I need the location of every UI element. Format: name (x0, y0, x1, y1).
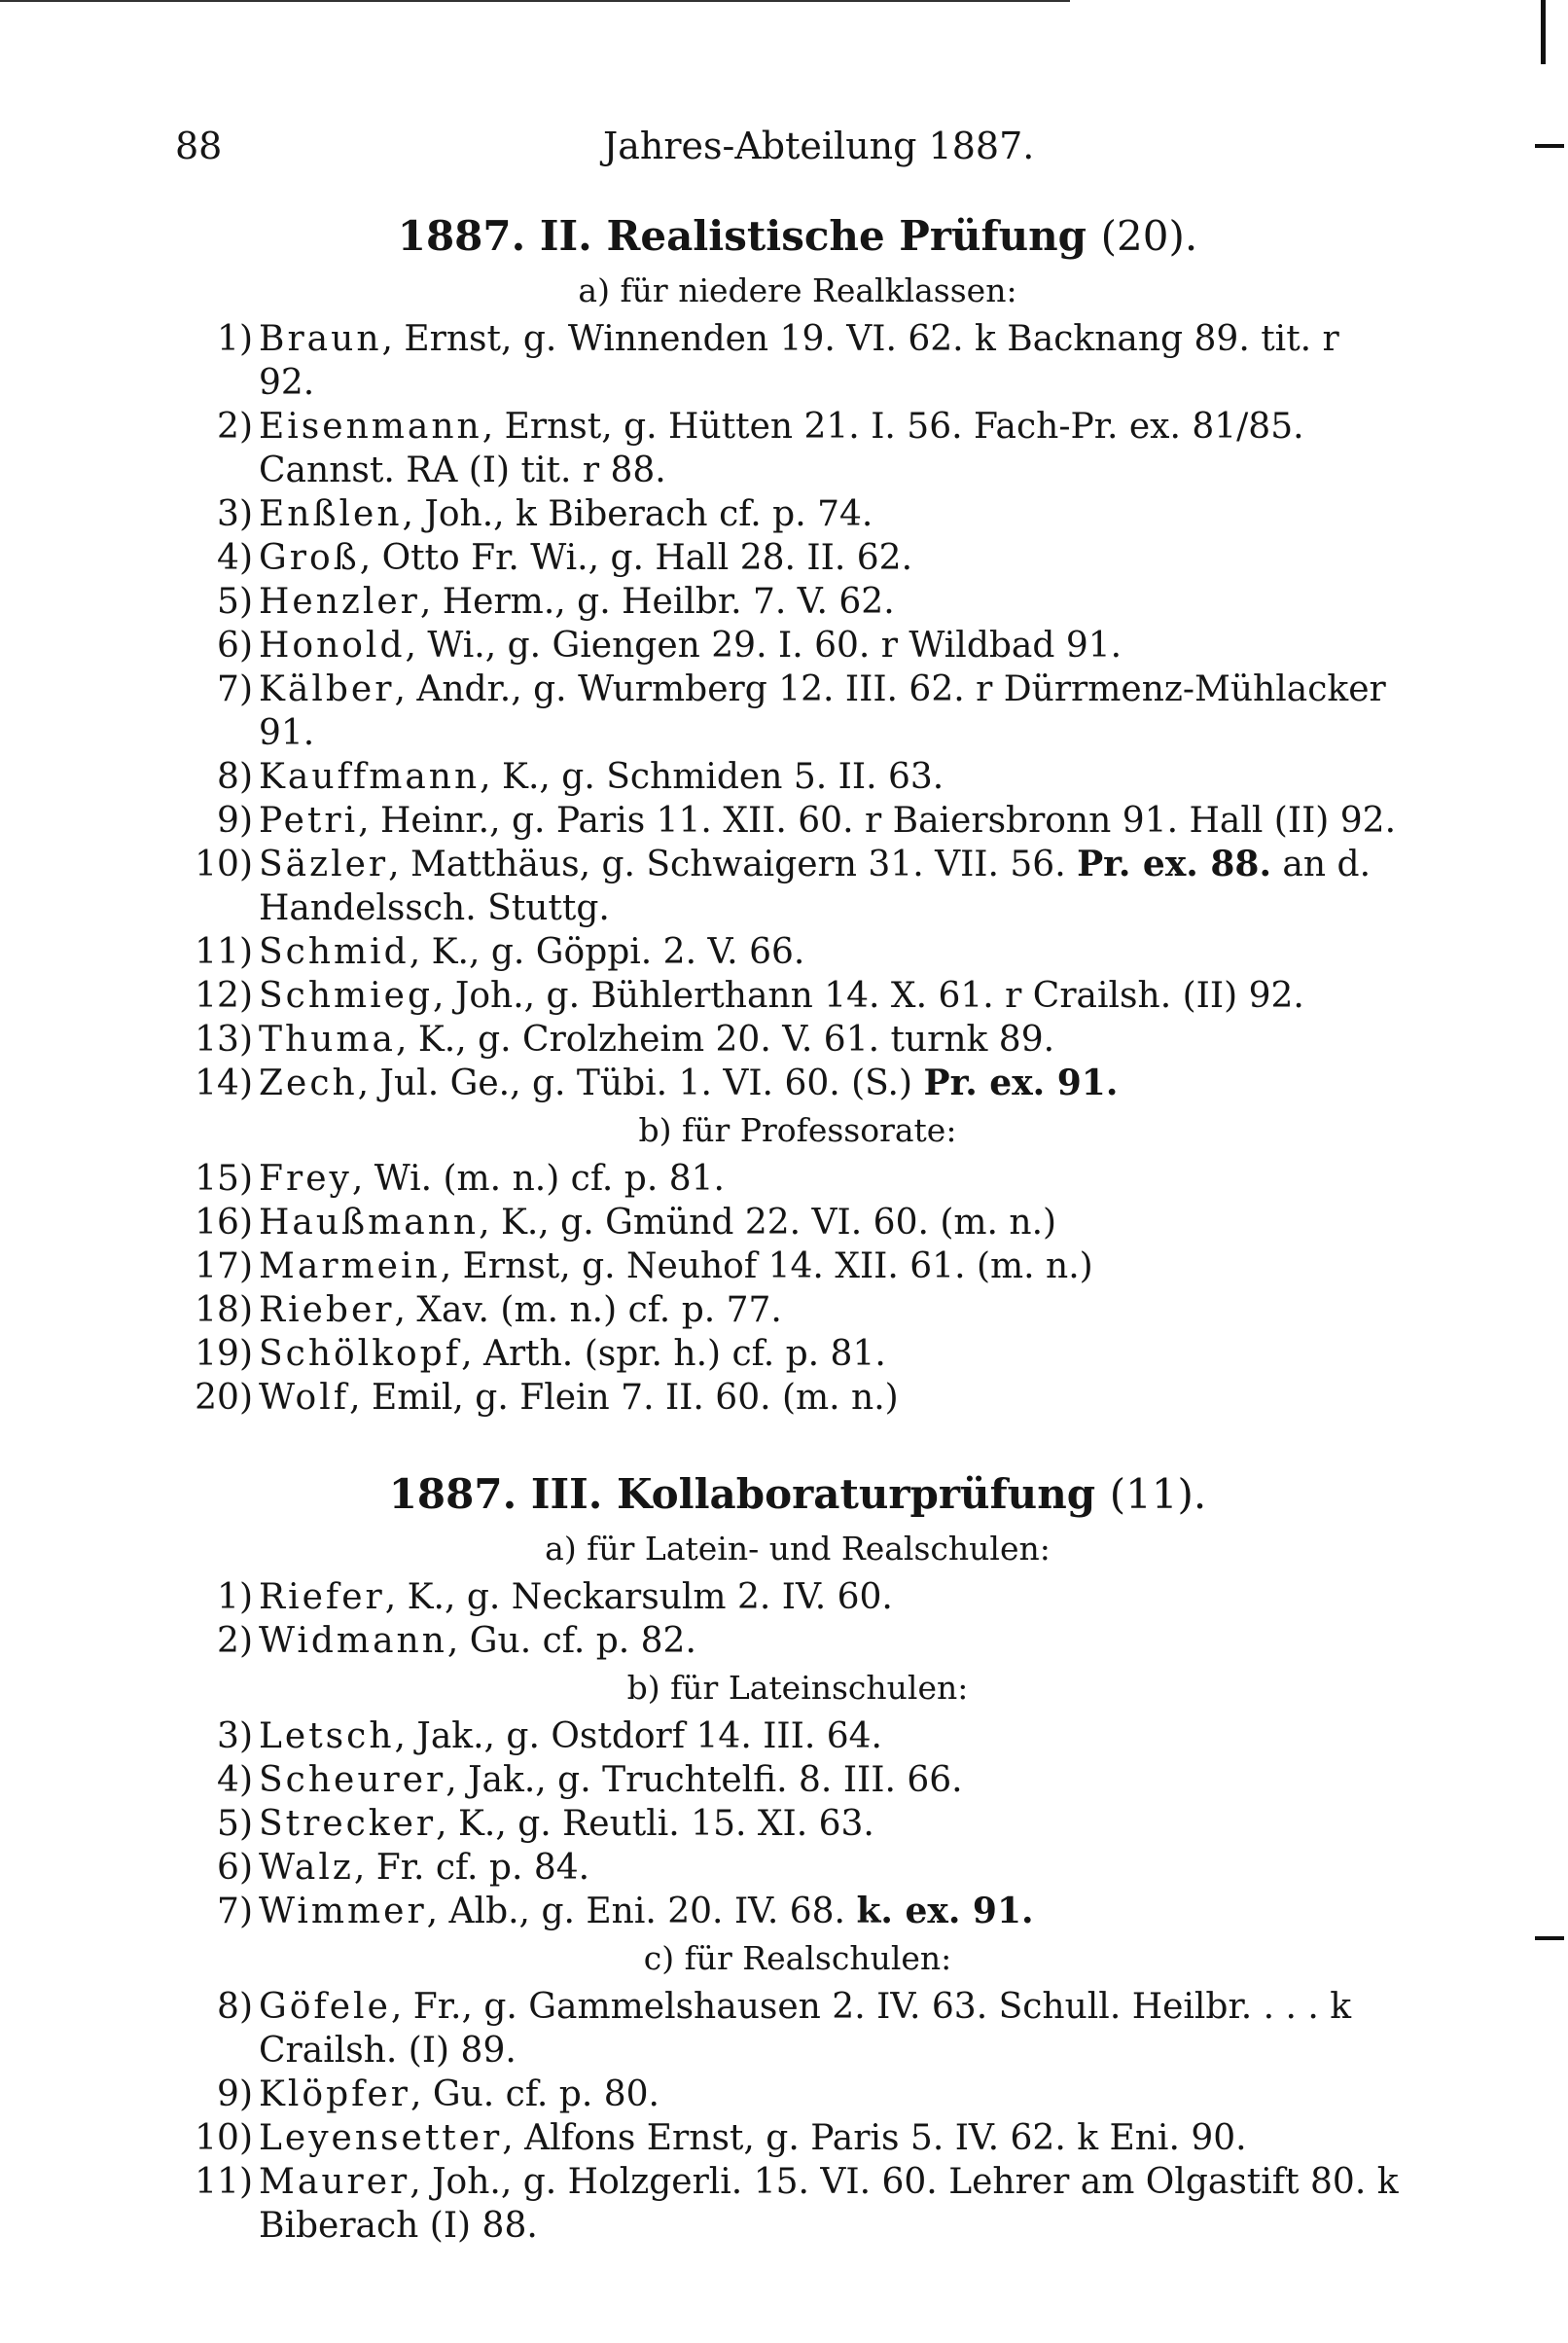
entry-name: Petri (259, 801, 359, 841)
entry-number: 2) (217, 407, 253, 447)
entry-number: 11) (195, 2162, 253, 2202)
section-year: 1887. (388, 1470, 517, 1518)
entry-row (195, 1802, 1401, 1846)
entry-name: Eisenmann (259, 407, 482, 447)
entry-name: Wolf (259, 1378, 350, 1418)
entry-details: , Wi. (m. n.) cf. p. 81. (351, 1159, 725, 1199)
entry-row (195, 1332, 1401, 1376)
entry-name: Groß (259, 538, 360, 578)
entry-name: Zech (259, 1063, 358, 1103)
entry-details: , Andr., g. Wurmberg 12. III. 62. r Dürrmenz-Mühlacker 91. (259, 669, 1386, 753)
entry-name: Kälber (259, 669, 395, 709)
section-title (195, 1470, 1401, 1518)
page-content (195, 204, 1401, 2248)
section-count: (20). (1100, 212, 1198, 260)
entry-name: Schölkopf (259, 1334, 462, 1374)
entry-details: , Jul. Ge., g. Tübi. 1. VI. 60. (S.) (357, 1063, 924, 1103)
entry-row (195, 2160, 1401, 2248)
group-subtitle: b) für Lateinschulen: (626, 1669, 969, 1707)
entry-number: 2) (217, 1621, 253, 1661)
entry-row (195, 580, 1401, 624)
entry-name: Letsch (259, 1716, 395, 1756)
entry-row (195, 2073, 1401, 2116)
entry-number: 1) (217, 1577, 253, 1617)
entry-details: , Jak., g. Truchtelfi. 8. III. 66. (445, 1760, 963, 1800)
entry-number: 4) (217, 1760, 253, 1800)
entry-name: Haußmann (259, 1203, 480, 1243)
entry-row (195, 930, 1401, 974)
entry-number: 12) (195, 976, 253, 1016)
group-subtitle: c) für Realschulen: (643, 1939, 952, 1977)
entry-number: 16) (195, 1203, 253, 1243)
margin-mark (1535, 144, 1564, 148)
section-roman: II. (539, 212, 592, 260)
entry-details: , Otto Fr. Wi., g. Hall 28. II. 62. (359, 538, 913, 578)
entry-row (195, 1846, 1401, 1890)
entry-details: , Alb., g. Eni. 20. IV. 68. (426, 1892, 857, 1931)
entry-details: , Wi., g. Giengen 29. I. 60. r Wildbad 91. (405, 626, 1123, 666)
entry-row (195, 1376, 1401, 1420)
entry-row (195, 1575, 1401, 1619)
entry-row (195, 317, 1401, 405)
section-year: 1887. (397, 212, 526, 260)
entry-details: , Ernst, g. Winnenden 19. VI. 62. k Backnang 89. tit. r 92. (259, 319, 1339, 403)
entry-details: , Xav. (m. n.) cf. p. 77. (394, 1290, 782, 1330)
entry-exam-note: Pr. ex. 88. (1077, 844, 1271, 884)
entry-name: Säzler (259, 845, 389, 884)
entry-details: , K., g. Schmiden 5. II. 63. (480, 757, 944, 797)
entry-details: , Joh., k Biberach cf. p. 74. (402, 494, 873, 534)
entry-number: 6) (217, 626, 253, 666)
entry-number: 7) (217, 669, 253, 709)
entry-number: 1) (217, 319, 253, 359)
page-header (175, 125, 1381, 183)
entry-details: , Alfons Ernst, g. Paris 5. IV. 62. k Eni. 90. (502, 2118, 1247, 2158)
entry-name: Braun (259, 319, 382, 359)
section-title (195, 212, 1401, 260)
entry-number: 19) (195, 1334, 253, 1374)
entry-exam-note: k. ex. 91. (856, 1891, 1034, 1931)
entry-details: , Herm., g. Heilbr. 7. V. 62. (419, 582, 895, 622)
entry-name: Rieber (259, 1290, 395, 1330)
entry-name: Enßlen (259, 494, 403, 534)
entry-details: , Arth. (spr. h.) cf. p. 81. (461, 1334, 886, 1374)
entry-row (195, 1288, 1401, 1332)
entry-row (195, 667, 1401, 755)
entry-name: Walz (259, 1848, 354, 1888)
entry-number: 8) (217, 757, 253, 797)
entry-name: Klöpfer (259, 2074, 410, 2114)
entry-number: 20) (195, 1378, 253, 1418)
section-gap (195, 1420, 1401, 1462)
entry-number: 18) (195, 1290, 253, 1330)
entry-details: , Fr., g. Gammelshausen 2. IV. 63. Schull. Heilbr. . . . k Crailsh. (I) 89. (259, 1987, 1352, 2071)
entry-exam-note: Pr. ex. 91. (923, 1063, 1119, 1103)
entry-details: , K., g. Neckarsulm 2. IV. 60. (384, 1577, 893, 1617)
entry-name: Maurer (259, 2162, 410, 2202)
entry-details: , Joh., g. Bühlerthann 14. X. 61. r Crailsh. (II) 92. (433, 976, 1304, 1016)
entry-row (195, 1157, 1401, 1201)
section-count: (11). (1109, 1470, 1207, 1518)
entry-details: , Joh., g. Holzgerli. 15. VI. 60. Lehrer am Olgastift 80. k Biberach (I) 88. (259, 2162, 1399, 2246)
entry-details: , Ernst, g. Neuhof 14. XII. 61. (m. n.) (440, 1246, 1093, 1286)
entry-details: , Ernst, g. Hütten 21. I. 56. Fach-Pr. ex. 81/85. Cannst. RA (I) tit. r 88. (259, 407, 1304, 490)
entry-name: Leyensetter (259, 2118, 503, 2158)
entry-details: , K., g. Gmünd 22. VI. 60. (m. n.) (479, 1203, 1057, 1243)
entry-name: Widmann (259, 1621, 447, 1661)
entry-number: 7) (217, 1892, 253, 1931)
margin-mark (1535, 1936, 1564, 1940)
entry-row (195, 843, 1401, 930)
entry-row (195, 492, 1401, 536)
entry-row (195, 536, 1401, 580)
entry-row (195, 1890, 1401, 1933)
entry-name: Wimmer (259, 1892, 427, 1931)
group-subtitle: a) für niedere Realklassen: (578, 271, 1017, 309)
entry-details: , Emil, g. Flein 7. II. 60. (m. n.) (349, 1378, 899, 1418)
entry-details: , Jak., g. Ostdorf 14. III. 64. (394, 1716, 883, 1756)
entry-details: , K., g. Göppi. 2. V. 66. (409, 932, 805, 972)
entry-number: 8) (217, 1987, 253, 2027)
entry-number: 13) (195, 1020, 253, 1060)
entry-name: Riefer (259, 1577, 385, 1617)
entry-row (195, 1244, 1401, 1288)
entry-row (195, 1619, 1401, 1663)
entry-name: Henzler (259, 582, 420, 622)
entry-number: 4) (217, 538, 253, 578)
entry-details: , K., g. Reutli. 15. XI. 63. (436, 1804, 874, 1844)
entry-name: Thuma (259, 1020, 396, 1060)
entry-name: Schmieg (259, 976, 434, 1016)
entry-number: 3) (217, 1716, 253, 1756)
entry-number: 15) (195, 1159, 253, 1199)
page-number: 88 (175, 125, 223, 167)
entry-details: , Fr. cf. p. 84. (353, 1848, 590, 1888)
entry-row (195, 755, 1401, 799)
entry-details: , Gu. cf. p. 82. (446, 1621, 696, 1661)
entry-row (195, 624, 1401, 667)
entry-row (195, 405, 1401, 492)
entry-name: Frey (259, 1159, 352, 1199)
entry-number: 17) (195, 1246, 253, 1286)
top-rule (0, 0, 1070, 2)
entry-number: 3) (217, 494, 253, 534)
entry-row (195, 1714, 1401, 1758)
entry-name: Scheurer (259, 1760, 446, 1800)
entry-number: 10) (195, 845, 253, 884)
entry-details-cont: an d. Handelssch. Stuttg. (259, 845, 1372, 928)
entry-number: 5) (217, 582, 253, 622)
entry-details: , K., g. Crolzheim 20. V. 61. turnk 89. (395, 1020, 1055, 1060)
section-roman: III. (530, 1470, 603, 1518)
running-title: Jahres-Abteilung 1887. (603, 125, 1035, 167)
entry-row (195, 1758, 1401, 1802)
entry-row (195, 1062, 1401, 1105)
entry-row (195, 1985, 1401, 2073)
entry-row (195, 2116, 1401, 2160)
entry-row (195, 1201, 1401, 1244)
entry-details: , Matthäus, g. Schwaigern 31. VII. 56. (388, 845, 1078, 884)
group-subtitle: b) für Professorate: (638, 1111, 957, 1149)
group-subtitle: a) für Latein- und Realschulen: (545, 1530, 1051, 1568)
entry-number: 9) (217, 2074, 253, 2114)
section-name: Realistische Prüfung (606, 212, 1087, 260)
entry-row (195, 974, 1401, 1018)
section-name: Kollaboraturprüfung (617, 1470, 1096, 1518)
margin-mark (1541, 0, 1546, 64)
entry-details: , Heinr., g. Paris 11. XII. 60. r Baiersbronn 91. Hall (II) 92. (358, 801, 1397, 841)
entry-name: Göfele (259, 1987, 391, 2027)
entry-name: Honold (259, 626, 406, 666)
entry-number: 11) (195, 932, 253, 972)
entry-number: 14) (195, 1063, 253, 1103)
entry-row (195, 1018, 1401, 1062)
entry-number: 10) (195, 2118, 253, 2158)
entry-number: 9) (217, 801, 253, 841)
entry-number: 5) (217, 1804, 253, 1844)
entry-details: , Gu. cf. p. 80. (410, 2074, 659, 2114)
entry-name: Marmein (259, 1246, 441, 1286)
entry-name: Schmid (259, 932, 410, 972)
entry-row (195, 799, 1401, 843)
entry-number: 6) (217, 1848, 253, 1888)
entry-name: Kauffmann (259, 757, 481, 797)
entry-name: Strecker (259, 1804, 437, 1844)
